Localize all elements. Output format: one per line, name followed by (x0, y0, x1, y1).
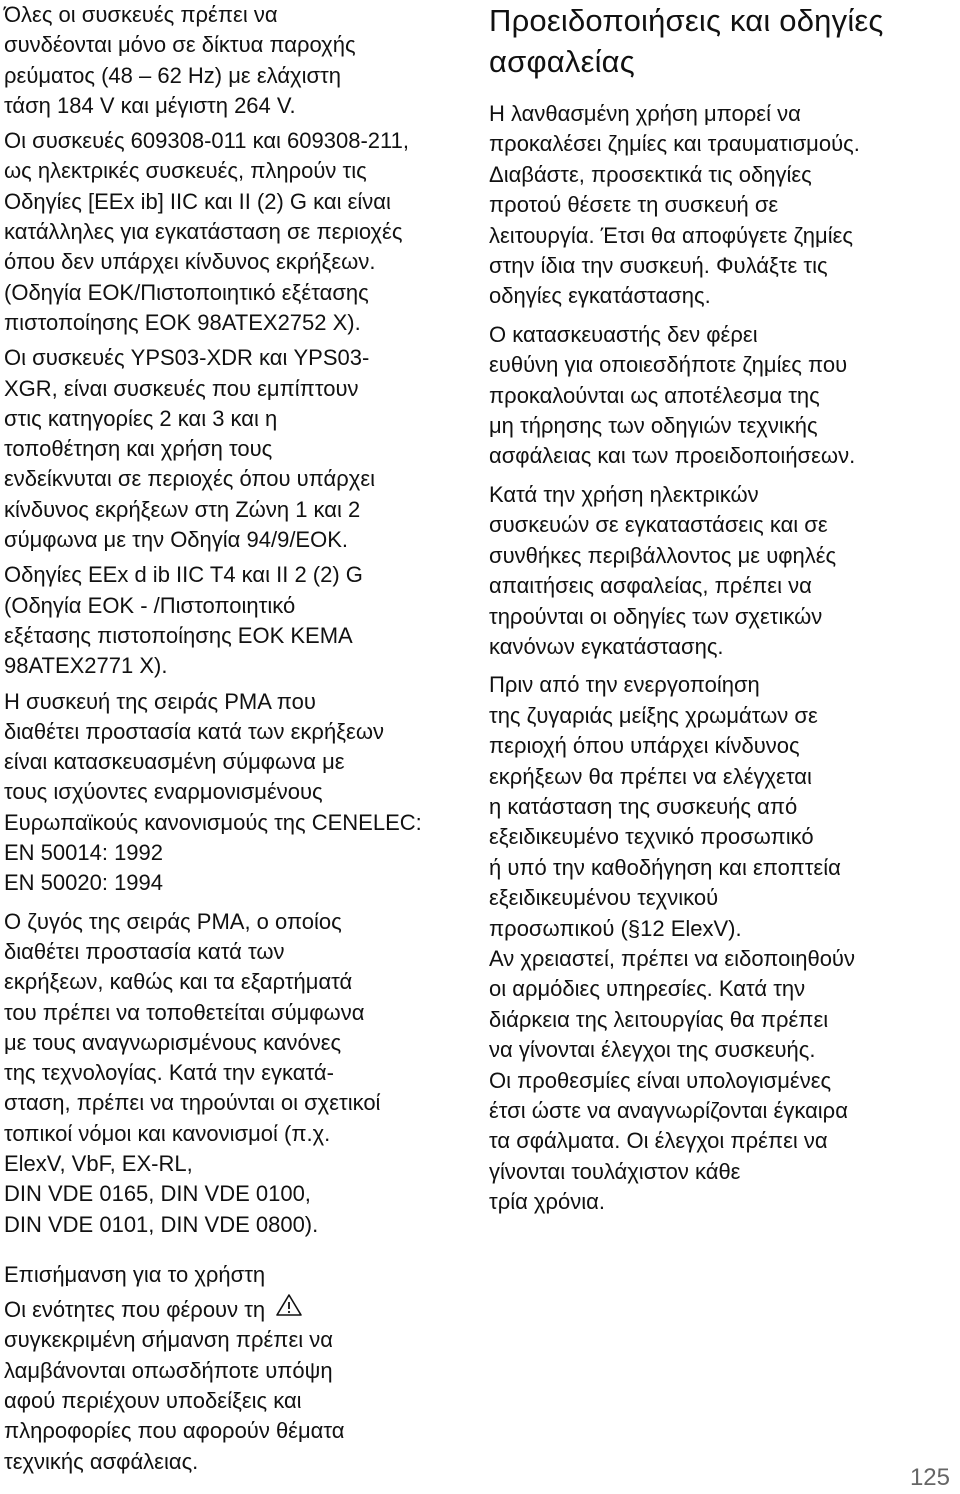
right-column (489, 0, 957, 1218)
user-note-title-row (4, 1260, 474, 1290)
user-note-title: Επισήμανση για το χρήστη (4, 1261, 266, 1287)
warning-triangle-icon (275, 1263, 303, 1287)
paragraph-pma-device: Η συσκευή της σειράς PMA που διαθέτει προστασία κατά των εκρήξεων είναι κατασκευασμένη σύμφωνα με τους ισχύοντες εναρμονισμένους Ευρωπαϊκούς κανονισμούς της CENELEC: EN 50014: 1992 EN 50020: 1994 (4, 688, 422, 896)
left-column (4, 0, 474, 1477)
user-note-text: Οι ενότητες που φέρουν τη συγκεκριμένη σήμανση πρέπει να λαμβάνονται οπωσδήποτε υπόψη αφού περιέχουν υποδείξεις και πληροφορίες που αφορούν θέματα τεχνικής ασφάλειας. (4, 1297, 345, 1474)
paragraph-directives-eex: Οδηγίες EEx d ib IIC T4 και II 2 (2) G (Οδηγία ΕΟΚ - /Πιστοποιητικό εξέτασης πιστοποίησης ΕΟΚ KEMA 98ATEX2771 X). (4, 562, 363, 679)
user-note (4, 1260, 474, 1477)
paragraph-manufacturer-liability: Ο κατασκευαστής δεν φέρει ευθύνη για οποιεσδήποτε ζημίες που προκαλούνται ως αποτέλεσμα της μη τήρησης των οδηγιών τεχνικής ασφάλειας και των προειδοποιήσεων. (489, 321, 856, 469)
paragraph-misuse-warning: Η λανθασμένη χρήση μπορεί να προκαλέσει ζημίες και τραυματισμούς. Διαβάστε, προσεκτικά τις οδηγίες προτού θέσετε τη συσκευή σε λειτουργία. Έτσι θα αποφύγετε ζημίες στην ίδια την συσκευή. Φυλάξτε τις οδηγίες εγκατάστασης. (489, 101, 860, 309)
paragraph-power-supply: Όλες οι συσκευές πρέπει να συνδέονται μόνο σε δίκτυα παροχής ρεύματος (48 – 62 Hz) με ελάχιστη τάση 184 V και μέγιστη 264 V. (4, 2, 356, 118)
paragraph-pma-scale: Ο ζυγός της σειράς PMA, ο οποίος διαθέτει προστασία κατά των εκρήξεων, καθώς και τα εξαρτήματά του πρέπει να τοποθετείται σύμφωνα με τους αναγνωρισμένους κανόνες της τεχνολογίας. Κατά την εγκατά- σταση, πρέπει να τηρούνται οι σχετικοί τοπικοί νόμοι και κανονισμοί (π.χ. ElexV, VbF, EX-RL, DIN VDE 0165, DIN VDE 0100, DIN VDE 0101, DIN VDE 0800). (4, 908, 381, 1237)
section-heading: Προειδοποιήσεις και οδηγίες ασφαλείας (489, 3, 884, 79)
paragraph-devices-yps03: Οι συσκευές YPS03-XDR και YPS03- XGR, είναι συσκευές που εμπίπτουν στις κατηγορίες 2 και 3 και η τοποθέτηση και χρήση τους ενδείκνυται σε περιοχές όπου υπάρχει κίνδυνος εκρήξεων στη Ζώνη 1 και 2 σύμφωνα με την Οδηγία 94/9/ΕΟΚ. (4, 345, 376, 553)
paragraph-activation-checks: Πριν από την ενεργοποίηση της ζυγαριάς μείξης χρωμάτων σε περιοχή όπου υπάρχει κίνδυνος εκρήξεων θα πρέπει να ελέγχεται η κατάσταση της συσκευής από εξειδικευμένο τεχνικό προσωπικό ή υπό την καθοδήγηση και εποπτεία εξειδικευμένου τεχνικού προσωπικού (§12 ElexV). Αν χρειαστεί, πρέπει να ειδοποιηθούν οι αρμόδιες υπηρεσίες. Κατά την διάρκεια της λειτουργίας θα πρέπει να γίνονται έλεγχοι της συσκευής. Οι προθεσμίες είναι υπολογισμένες έτσι ώστε να αναγνωρίζονται έγκαιρα τα σφάλματα. Οι έλεγχοι πρέπει να γίνονται τουλάχιστον κάθε τρία χρόνια. (489, 672, 855, 1215)
page-number: 125 (909, 1464, 950, 1491)
paragraph-electrical-devices: Κατά την χρήση ηλεκτρικών συσκευών σε εγκαταστάσεις και σε συνθήκες περιβάλλοντος με υφηλές απαιτήσεις ασφαλείας, πρέπει να τηρούνται οι οδηγίες των σχετικών κανόνων εγκατάστασης. (489, 481, 837, 659)
paragraph-devices-609308: Οι συσκευές 609308-011 και 609308-211, ως ηλεκτρικές συσκευές, πληρούν τις Οδηγίες [EEx ib] IIC και II (2) G και είναι κατάλληλες για εγκατάσταση σε περιοχές όπου δεν υπάρχει κίνδυνος εκρήξεων. (Οδηγία ΕΟΚ/Πιστοποιητικό εξέτασης πιστοποίησης ΕΟΚ 98ATEX2752 X). (4, 128, 409, 335)
